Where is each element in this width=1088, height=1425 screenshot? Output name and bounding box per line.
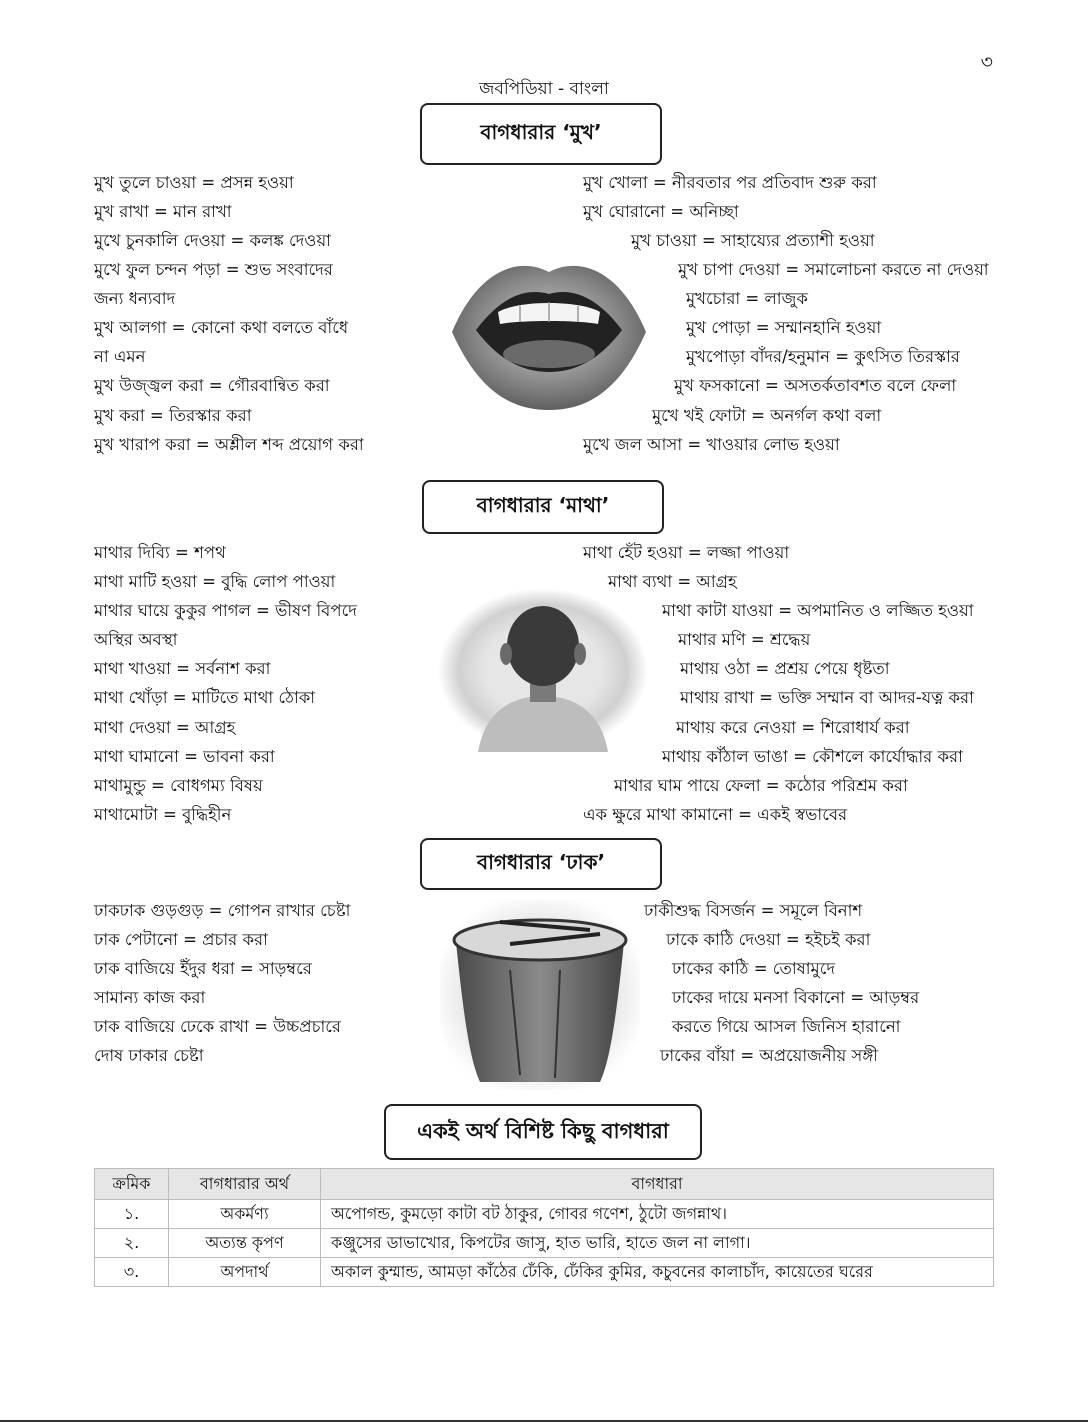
idioms-cell: অপোগন্ড, কুমড়ো কাটা বট ঠাকুর, গোবর গণেশ, ঠুটো জগন্নাথ। <box>321 1200 994 1229</box>
idiom-line: ঢাকের কাঠি = তোষামুদে <box>672 959 835 978</box>
idiom-line: মাথা হেঁট হওয়া = লজ্জা পাওয়া <box>583 543 790 562</box>
idiom-line: মুখ চাপা দেওয়া = সমালোচনা করতে না দেওয়া <box>678 260 989 279</box>
idiom-line: মাথা দেওয়া = আগ্রহ <box>94 718 236 737</box>
idioms-cell: অকাল কুম্মান্ড, আমড়া কাঁঠের ঢেঁকি, ঢেঁকির কুমির, কচুবনের কালাচাঁদ, কায়েতের ঘরের <box>321 1258 994 1287</box>
table-header-row <box>95 1169 994 1200</box>
idiom-line: মাথার ঘাম পায়ে ফেলা = কঠোর পরিশ্রম করা <box>614 776 908 795</box>
idiom-line: মুখ করা = তিরস্কার করা <box>94 406 252 425</box>
idiom-line: ঢাক পেটানো = প্রচার করা <box>94 930 268 949</box>
idiom-line: মুখ খারাপ করা = অশ্লীল শব্দ প্রয়োগ করা <box>94 435 364 454</box>
table-row <box>95 1229 994 1258</box>
idiom-line: মুখে জল আসা = খাওয়ার লোভ হওয়া <box>583 435 840 454</box>
idiom-line: মুখে ফুল চন্দন পড়া = শুভ সংবাদের <box>94 260 333 279</box>
idiom-line: ঢাকীশুদ্ধ বিসর্জন = সমূলে বিনাশ <box>644 901 863 920</box>
serial-cell: ১. <box>95 1200 169 1229</box>
idiom-line: মাথায় ওঠা = প্রশ্রয় পেয়ে ধৃষ্টতা <box>680 659 890 678</box>
idiom-line: ঢাক বাজিয়ে ইঁদুর ধরা = সাড়ম্বরে <box>94 959 312 978</box>
idiom-line: দোষ ঢাকার চেষ্টা <box>94 1046 204 1065</box>
idiom-line: মাথায় করে নেওয়া = শিরোধার্য করা <box>676 718 910 737</box>
meaning-cell: অকর্মণ্য <box>169 1200 321 1229</box>
idiom-line: মাথার ঘায়ে কুকুর পাগল = ভীষণ বিপদে <box>94 601 357 620</box>
col-header-meaning: বাগধারার অর্থ <box>169 1169 321 1200</box>
idiom-line: ঢাকে কাঠি দেওয়া = হইচই করা <box>666 930 871 949</box>
table-row <box>95 1258 994 1287</box>
idiom-line: সামান্য কাজ করা <box>94 988 206 1007</box>
idiom-line: মাথায় কাঁঠাল ভাঙা = কৌশলে কার্যোদ্ধার করা <box>662 747 963 766</box>
table-section-title: একই অর্থ বিশিষ্ট কিছু বাগধারা <box>384 1104 702 1160</box>
idiom-line: মুখ উজ্জ্বল করা = গৌরবান্বিত করা <box>94 376 330 395</box>
idiom-line: এক ক্ষুরে মাথা কামানো = একই স্বভাবের <box>583 805 848 824</box>
idiom-line: মাথায় রাখা = ভক্তি সম্মান বা আদর-যত্ন করা <box>680 688 974 707</box>
serial-cell: ২. <box>95 1229 169 1258</box>
idiom-line: মাথা খোঁড়া = মাটিতে মাথা ঠোকা <box>94 688 316 707</box>
serial-cell: ৩. <box>95 1258 169 1287</box>
idiom-line: মাথামোটা = বুদ্ধিহীন <box>94 805 232 824</box>
idiom-line: মাথা খাওয়া = সর্বনাশ করা <box>94 659 271 678</box>
idiom-line: মাথামুন্ডু = বোধগম্য বিষয় <box>94 776 263 795</box>
idiom-line: মাথা মাটি হওয়া = বুদ্ধি লোপ পাওয়া <box>94 572 336 591</box>
idiom-line: অস্থির অবস্থা <box>94 630 178 649</box>
idiom-line: মুখ ফসকানো = অসতর্কতাবশত বলে ফেলা <box>674 376 957 395</box>
idiom-line: মুখ তুলে চাওয়া = প্রসন্ন হওয়া <box>94 173 294 192</box>
idiom-line: জন্য ধন্যবাদ <box>94 289 176 308</box>
idiom-line: মুখপোড়া বাঁদর/হনুমান = কুৎসিত তিরস্কার <box>686 347 960 366</box>
section-title-mukh: বাগধারার ‘মুখ’ <box>420 103 662 165</box>
idiom-line: মাথা ঘামানো = ভাবনা করা <box>94 747 275 766</box>
meaning-cell: অপদার্থ <box>169 1258 321 1287</box>
idiom-line: ঢাকঢাক গুড়গুড় = গোপন রাখার চেষ্টা <box>94 901 351 920</box>
idiom-line: ঢাকের দায়ে মনসা বিকানো = আড়ম্বর <box>672 988 920 1007</box>
idiom-line: মুখ রাখা = মান রাখা <box>94 202 232 221</box>
idiom-line: মাথা কাটা যাওয়া = অপমানিত ও লজ্জিত হওয়া <box>662 601 974 620</box>
idiom-line: করতে গিয়ে আসল জিনিস হারানো <box>672 1017 901 1036</box>
idiom-line: মাথা ব্যথা = আগ্রহ <box>608 572 737 591</box>
idiom-line: ঢাক বাজিয়ে ঢেকে রাখা = উচ্চপ্রচারে <box>94 1017 341 1036</box>
idiom-line: মুখে খই ফোটা = অনর্গল কথা বলা <box>652 406 882 425</box>
page-number: ৩ <box>980 51 993 73</box>
section-title-matha: বাগধারার ‘মাথা’ <box>422 480 664 534</box>
page-header: জবপিডিয়া - বাংলা <box>479 79 609 99</box>
meaning-cell: অত্যন্ত কৃপণ <box>169 1229 321 1258</box>
idiom-line: মুখ চাওয়া = সাহায্যের প্রত্যাশী হওয়া <box>631 231 875 250</box>
section-title-dhak: বাগধারার ‘ঢাক’ <box>420 838 662 890</box>
idiom-line: মুখ ঘোরানো = অনিচ্ছা <box>583 202 739 221</box>
col-header-serial: ক্রমিক <box>95 1169 169 1200</box>
table-row <box>95 1200 994 1229</box>
idiom-line: মুখ আলগা = কোনো কথা বলতে বাঁধে <box>94 318 349 337</box>
idioms-cell: কঞ্জুসের ডাভাখোর, কিপটের জাসু, হাত ভারি, হাতে জল না লাগা। <box>321 1229 994 1258</box>
idiom-line: মুখ খোলা = নীরবতার পর প্রতিবাদ শুরু করা <box>583 173 877 192</box>
idiom-line: মুখচোরা = লাজুক <box>686 289 808 308</box>
idiom-line: মাথার দিব্যি = শপথ <box>94 543 226 562</box>
idiom-line: না এমন <box>94 347 146 366</box>
idiom-line: ঢাকের বাঁয়া = অপ্রয়োজনীয় সঙ্গী <box>660 1046 879 1065</box>
drum-image <box>440 900 640 1090</box>
col-header-idioms: বাগধারা <box>321 1169 994 1200</box>
idiom-meaning-table <box>94 1168 994 1287</box>
idiom-line: মুখ পোড়া = সম্মানহানি হওয়া <box>686 318 882 337</box>
mouth-image <box>448 250 650 414</box>
idiom-line: মাথার মণি = শ্রদ্ধেয় <box>678 630 811 649</box>
idiom-line: মুখে চুনকালি দেওয়া = কলঙ্ক দেওয়া <box>94 231 331 250</box>
head-image <box>438 588 648 752</box>
page-bottom-rule <box>0 1420 1088 1422</box>
